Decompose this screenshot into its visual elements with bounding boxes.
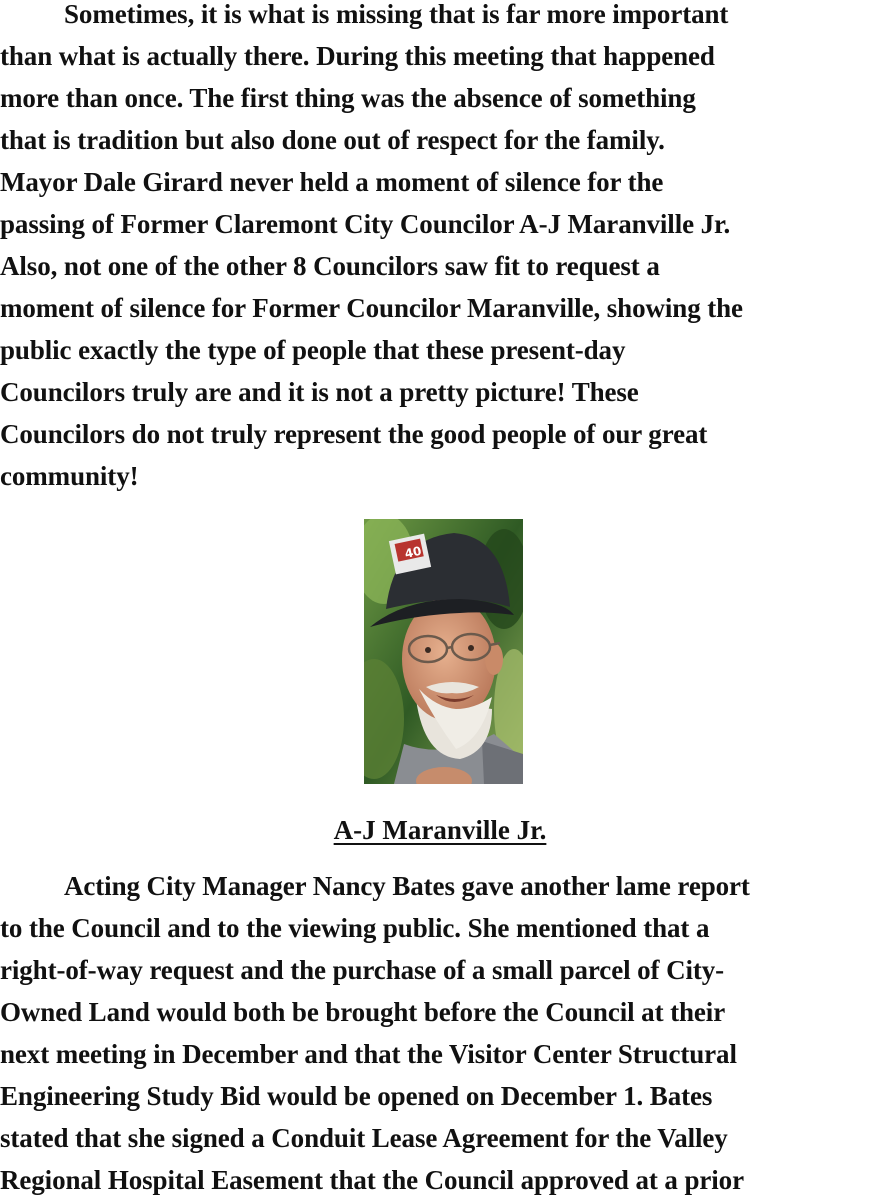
portrait-illustration xyxy=(364,519,523,784)
text-line: stated that she signed a Conduit Lease Agreement for the Valley xyxy=(0,1123,728,1153)
text-line: moment of silence for Former Councilor Maranville, showing the xyxy=(0,293,743,323)
text-line: public exactly the type of people that these present-day xyxy=(0,335,626,365)
text-line: Acting City Manager Nancy Bates gave another lame report xyxy=(64,871,750,901)
text-line: next meeting in December and that the Visitor Center Structural xyxy=(0,1039,737,1069)
text-line: right-of-way request and the purchase of a small parcel of City- xyxy=(0,955,725,985)
text-line: Sometimes, it is what is missing that is far more important xyxy=(64,0,729,29)
paragraph-missing-moment-of-silence xyxy=(0,0,880,497)
text-line: Owned Land would both be brought before the Council at their xyxy=(0,997,726,1027)
text-line: Engineering Study Bid would be opened on December 1. Bates xyxy=(0,1081,713,1111)
text-line: Councilors do not truly represent the good people of our great xyxy=(0,419,708,449)
portrait-photo xyxy=(364,519,523,784)
text-line: to the Council and to the viewing public. She mentioned that a xyxy=(0,913,710,943)
text-line: Mayor Dale Girard never held a moment of silence for the xyxy=(0,167,664,197)
photo-caption: A-J Maranville Jr. xyxy=(333,815,547,845)
text-line: Regional Hospital Easement that the Council approved at a prior xyxy=(0,1165,744,1195)
text-line: that is tradition but also done out of respect for the family. xyxy=(0,125,665,155)
text-line: community! xyxy=(0,461,139,491)
paragraph-city-manager-report xyxy=(0,865,880,1201)
text-line: Also, not one of the other 8 Councilors saw fit to request a xyxy=(0,251,660,281)
text-line: more than once. The first thing was the absence of something xyxy=(0,83,696,113)
text-line: than what is actually there. During this meeting that happened xyxy=(0,41,715,71)
text-line: passing of Former Claremont City Councilor A-J Maranville Jr. xyxy=(0,209,731,239)
cap-logo-text: 40 xyxy=(403,543,423,561)
text-line: Councilors truly are and it is not a pretty picture! These xyxy=(0,377,639,407)
